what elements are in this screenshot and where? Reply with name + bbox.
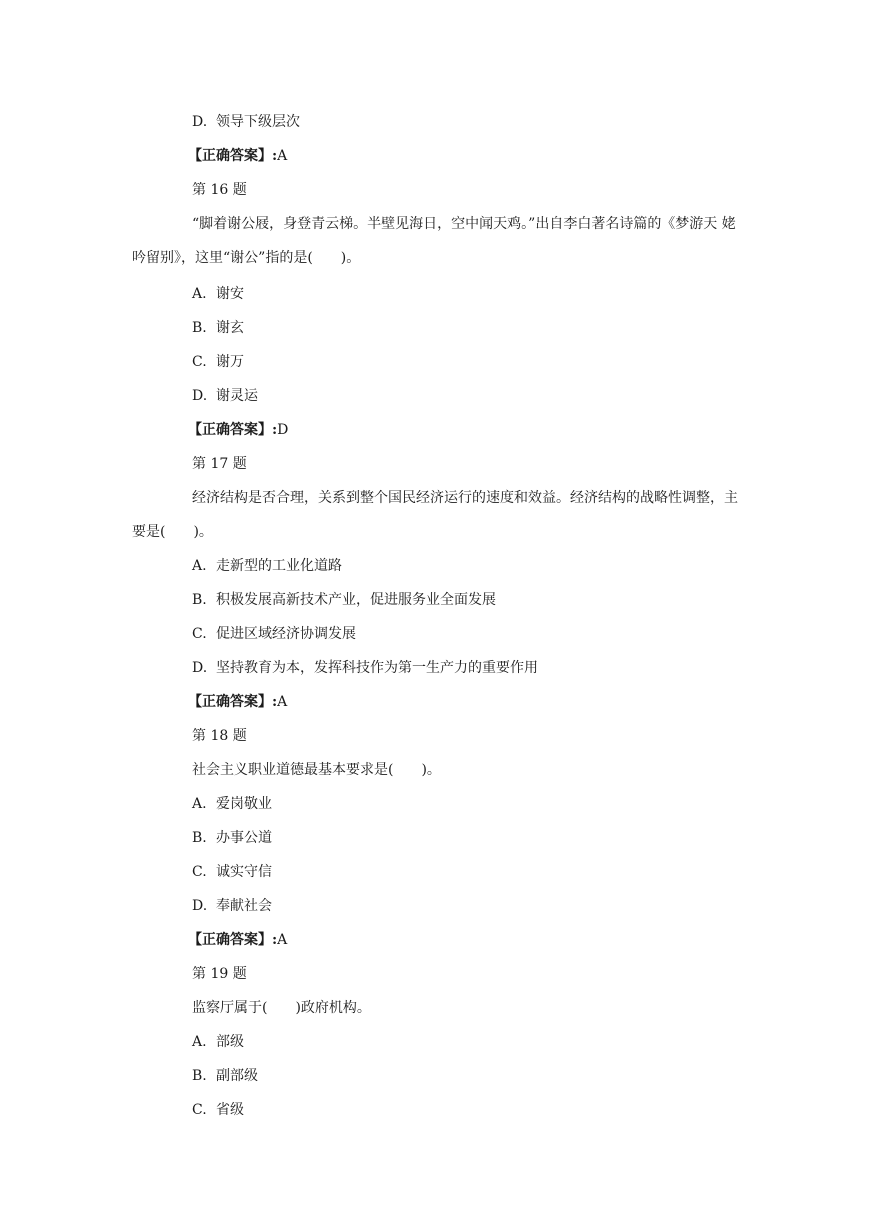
option-text: 积极发展高新技术产业，促进服务业全面发展	[216, 592, 496, 608]
q16-stem: “脚着谢公屐，身登青云梯。半壁见海日，空中闻天鸡。”出自李白著名诗篇的《梦游天 姥吟留别》，这里“谢公”指的是( )。	[132, 216, 736, 266]
q16-option-a	[192, 284, 244, 304]
option-text: 谢玄	[216, 320, 244, 336]
option-letter: C.	[192, 1102, 207, 1118]
option-text: 谢灵运	[216, 388, 258, 404]
option-letter: C.	[192, 626, 207, 642]
q15-answer	[188, 146, 287, 166]
option-letter: C.	[192, 864, 207, 880]
q18-option-c	[192, 862, 272, 882]
option-letter: B.	[192, 830, 207, 846]
answer-label: 【正确答案】:	[188, 694, 278, 710]
option-letter: B.	[192, 592, 207, 608]
option-text: 领导下级层次	[216, 114, 300, 130]
answer-label: 【正确答案】:	[188, 932, 278, 948]
option-letter: D.	[192, 388, 208, 404]
q15-option-d	[192, 112, 300, 132]
q18-stem: 社会主义职业道德最基本要求是( )。	[192, 762, 441, 778]
q19-option-b	[192, 1066, 258, 1086]
q19-option-c	[192, 1100, 244, 1120]
option-text: 副部级	[216, 1068, 258, 1084]
answer-value: A	[277, 694, 288, 710]
option-letter: D.	[192, 898, 208, 914]
q17-option-a	[192, 556, 342, 576]
option-letter: A.	[192, 286, 207, 302]
option-text: 办事公道	[216, 830, 272, 846]
answer-value: D	[277, 422, 289, 438]
option-letter: A.	[192, 558, 207, 574]
q18-number: 第 18 题	[192, 728, 247, 744]
q18-option-d	[192, 896, 272, 916]
option-text: 谢安	[216, 286, 244, 302]
option-letter: B.	[192, 320, 207, 336]
answer-value: A	[277, 148, 288, 164]
q16-option-c	[192, 352, 244, 372]
option-letter: B.	[192, 1068, 207, 1084]
answer-label: 【正确答案】:	[188, 422, 278, 438]
option-text: 部级	[216, 1034, 244, 1050]
option-text: 走新型的工业化道路	[216, 558, 342, 574]
q16-answer	[188, 420, 288, 440]
q16-option-d	[192, 386, 258, 406]
answer-label: 【正确答案】:	[188, 148, 278, 164]
option-text: 奉献社会	[216, 898, 272, 914]
q19-stem: 监察厅属于( )政府机构。	[192, 1000, 371, 1016]
answer-value: A	[277, 932, 288, 948]
option-letter: D.	[192, 660, 208, 676]
option-letter: C.	[192, 354, 207, 370]
q17-option-d	[192, 658, 538, 678]
q17-option-c	[192, 624, 356, 644]
q16-option-b	[192, 318, 244, 338]
q18-answer	[188, 930, 287, 950]
option-letter: A.	[192, 796, 207, 812]
q18-option-b	[192, 828, 272, 848]
q19-option-a	[192, 1032, 244, 1052]
option-letter: A.	[192, 1034, 207, 1050]
option-text: 坚持教育为本，发挥科技作为第一生产力的重要作用	[216, 660, 538, 676]
q17-answer	[188, 692, 287, 712]
q17-number: 第 17 题	[192, 456, 247, 472]
option-text: 省级	[216, 1102, 244, 1118]
q19-number: 第 19 题	[192, 966, 247, 982]
option-text: 爱岗敬业	[216, 796, 272, 812]
option-text: 诚实守信	[216, 864, 272, 880]
q16-number: 第 16 题	[192, 182, 247, 198]
q17-stem: 经济结构是否合理，关系到整个国民经济运行的速度和效益。经济结构的战略性调整，主要是( )。	[132, 490, 738, 540]
q18-option-a	[192, 794, 272, 814]
option-text: 促进区域经济协调发展	[216, 626, 356, 642]
q17-option-b	[192, 590, 496, 610]
option-text: 谢万	[216, 354, 244, 370]
option-letter: D.	[192, 114, 208, 130]
